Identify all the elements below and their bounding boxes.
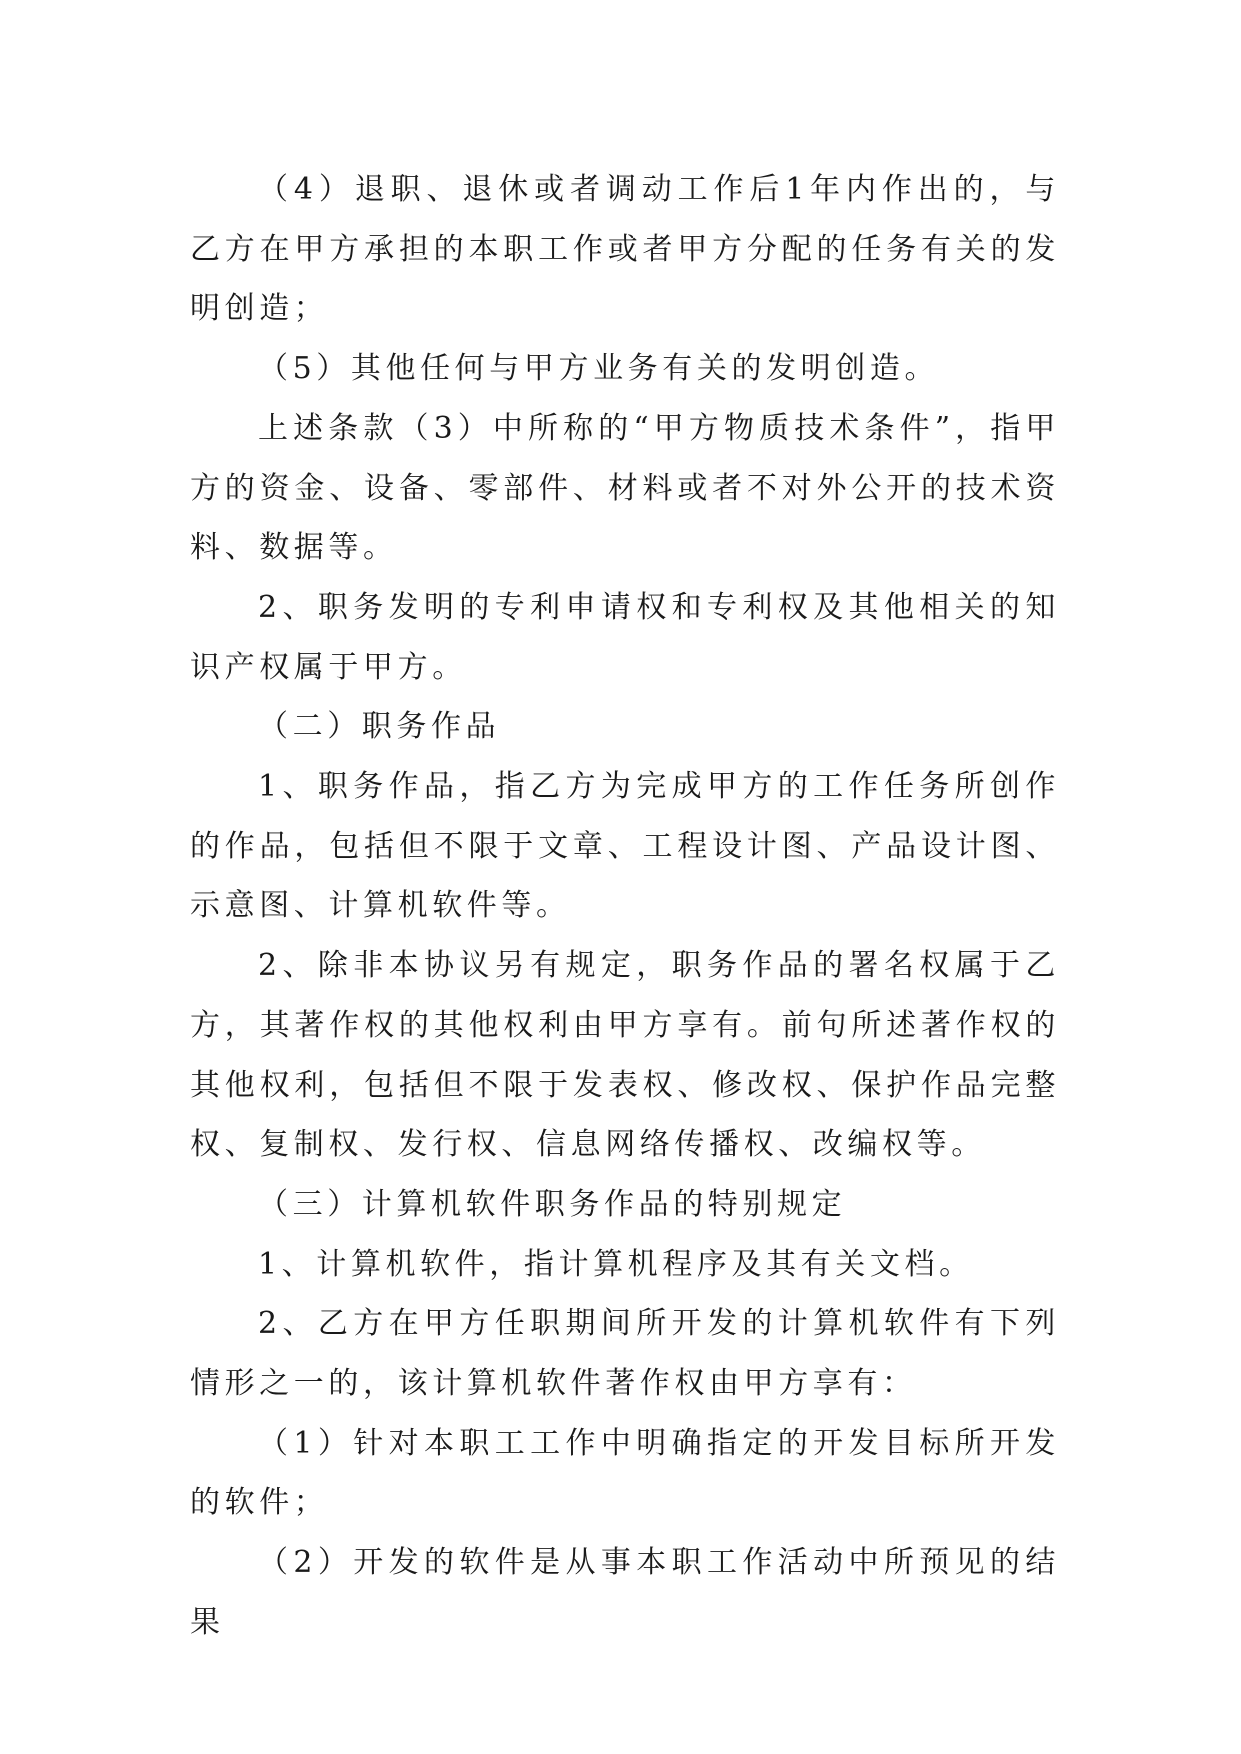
paragraph-clause-4: （4）退职、退休或者调动工作后1年内作出的，与乙方在甲方承担的本职工作或者甲方分配的任务有关的发明创造； bbox=[190, 172, 1060, 327]
section-heading-works: （二）职务作品 bbox=[258, 709, 501, 745]
paragraph-works-rights: 2、除非本协议另有规定，职务作品的署名权属于乙方，其著作权的其他权利由甲方享有。前句所述著作权的其他权利，包括但不限于发表权、修改权、保护作品完整权、复制权、发行权、信息网络传播权、改编权等。 bbox=[190, 948, 1060, 1163]
paragraph-material-conditions: 上述条款（3）中所称的“甲方物质技术条件”，指甲方的资金、设备、零部件、材料或者不对外公开的技术资料、数据等。 bbox=[190, 410, 1060, 566]
paragraph-clause-5: （5）其他任何与甲方业务有关的发明创造。 bbox=[258, 351, 940, 387]
document-body bbox=[190, 160, 1060, 1653]
paragraph-software-case-1: （1）针对本职工工作中明确指定的开发目标所开发的软件； bbox=[190, 1425, 1060, 1521]
paragraph-software-ownership: 2、乙方在甲方任职期间所开发的计算机软件有下列情形之一的，该计算机软件著作权由甲方享有： bbox=[190, 1306, 1060, 1402]
paragraph-patent-rights: 2、职务发明的专利申请权和专利权及其他相关的知识产权属于甲方。 bbox=[190, 589, 1060, 685]
section-heading-software: （三）计算机软件职务作品的特别规定 bbox=[258, 1186, 847, 1222]
paragraph-software-case-2: （2）开发的软件是从事本职工作活动中所预见的结果 bbox=[190, 1545, 1060, 1640]
paragraph-software-definition: 1、计算机软件，指计算机程序及其有关文档。 bbox=[258, 1246, 974, 1282]
paragraph-works-definition: 1、职务作品，指乙方为完成甲方的工作任务所创作的作品，包括但不限于文章、工程设计图、产品设计图、示意图、计算机软件等。 bbox=[190, 769, 1060, 924]
